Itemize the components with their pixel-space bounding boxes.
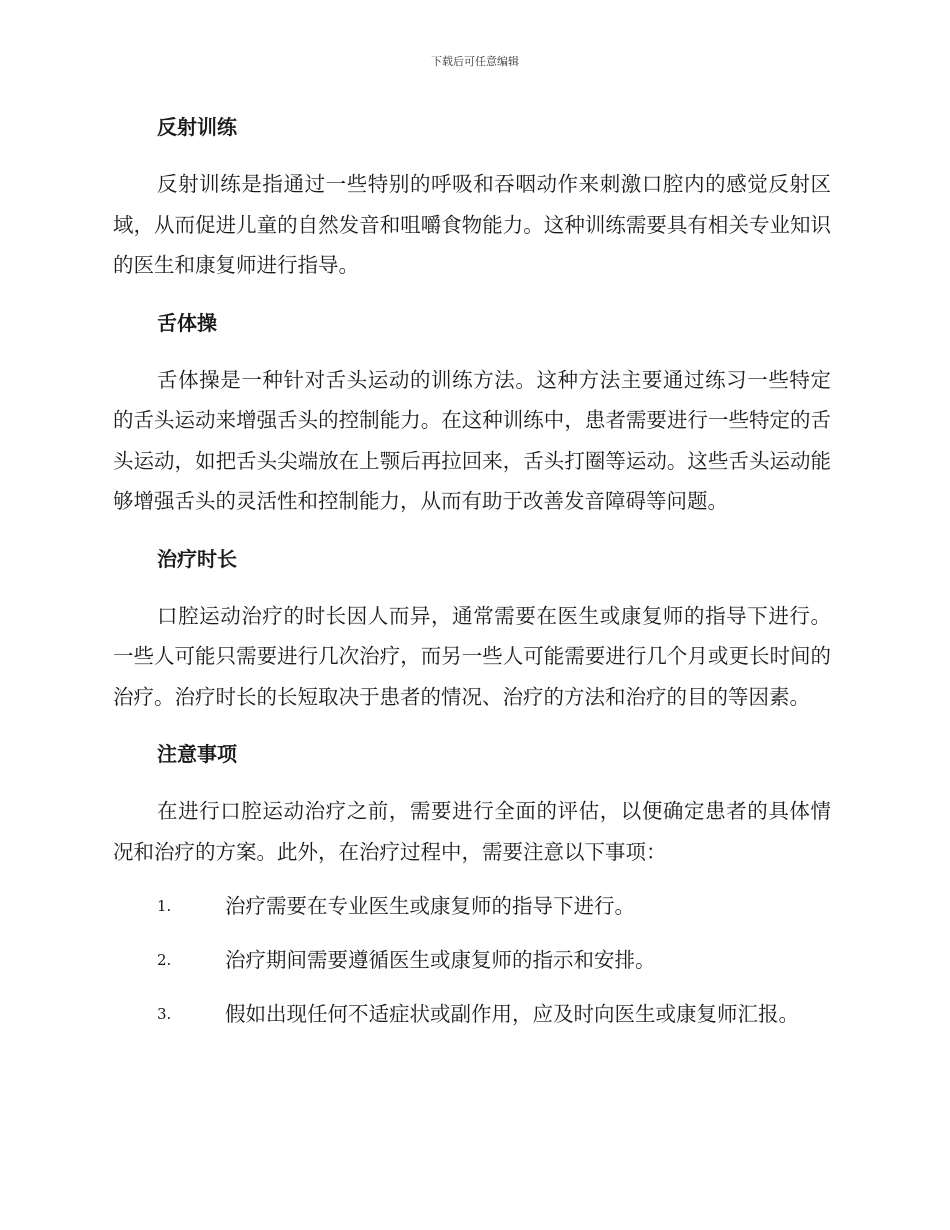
section-precautions (113, 737, 831, 1034)
list-item (113, 940, 831, 980)
list-item-text: 治疗需要在专业医生或康复师的指导下进行。 (225, 894, 635, 918)
list-item (113, 994, 831, 1034)
section-heading: 注意事项 (157, 742, 237, 766)
section-paragraph: 舌体操是一种针对舌头运动的训练方法。这种方法主要通过练习一些特定的舌头运动来增强舌头的控制能力。在这种训练中，患者需要进行一些特定的舌头运动，如把舌头尖端放在上颚后再拉回来，舌头打圈等运动。这些舌头运动能够增强舌头的灵活性和控制能力，从而有助于改善发音障碍等问题。 (113, 367, 831, 513)
page-header: 下载后可任意编辑 (431, 55, 519, 68)
section-paragraph: 在进行口腔运动治疗之前，需要进行全面的评估，以便确定患者的具体情况和治疗的方案。此外，在治疗过程中，需要注意以下事项： (113, 799, 831, 864)
list-item-number: 1. (157, 897, 172, 915)
list-item-text: 治疗期间需要遵循医生或康复师的指示和安排。 (225, 948, 656, 972)
list-item-number: 2. (157, 951, 172, 969)
section-treatment-duration (113, 542, 831, 738)
list-item-text: 假如出现任何不适症状或副作用，应及时向医生或康复师汇报。 (225, 1002, 799, 1026)
list-item-number: 3. (157, 1005, 172, 1023)
document-body (113, 110, 831, 1034)
section-heading: 舌体操 (157, 310, 217, 335)
section-heading: 反射训练 (157, 115, 237, 139)
section-reflex-training (113, 110, 831, 306)
section-paragraph: 反射训练是指通过一些特别的呼吸和吞咽动作来刺激口腔内的感觉反射区域，从而促进儿童的自然发音和咀嚼食物能力。这种训练需要具有相关专业知识的医生和康复师进行指导。 (113, 172, 831, 277)
section-heading: 治疗时长 (157, 546, 237, 571)
list-item (113, 886, 831, 926)
section-paragraph: 口腔运动治疗的时长因人而异，通常需要在医生或康复师的指导下进行。一些人可能只需要进行几次治疗，而另一些人可能需要进行几个月或更长时间的治疗。治疗时长的长短取决于患者的情况、治疗的方法和治疗的目的等因素。 (113, 603, 831, 709)
section-tongue-exercise (113, 306, 831, 542)
